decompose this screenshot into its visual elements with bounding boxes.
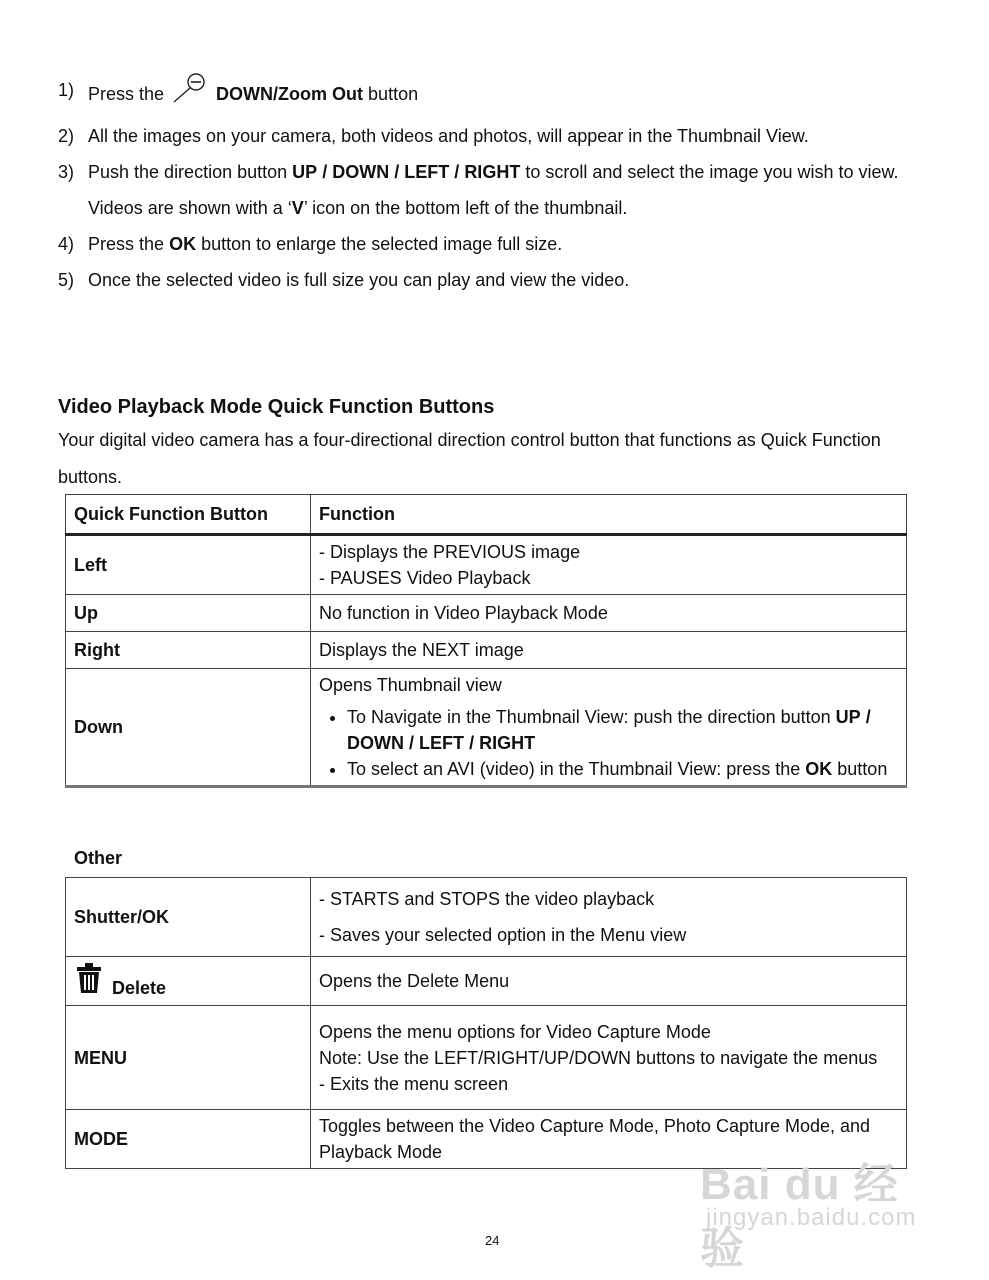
intro-paragraph: Your digital video camera has a four-directional direction control button that functions as Quick Function buttons. xyxy=(58,430,881,487)
table-row xyxy=(66,632,907,669)
step-number: 5) xyxy=(58,270,75,290)
button-name: Delete xyxy=(66,957,311,1006)
step-number: 2) xyxy=(58,126,75,146)
table-row xyxy=(66,878,907,957)
button-name: MODE xyxy=(66,1110,311,1169)
function-description: Displays the NEXT image xyxy=(311,632,907,669)
section-title: Video Playback Mode Quick Function Buttons xyxy=(58,396,495,418)
button-name: Down xyxy=(66,669,311,787)
other-label: Other xyxy=(74,848,123,868)
button-name: Up xyxy=(66,595,311,632)
function-description: - STARTS and STOPS the video playback - Saves your selected option in the Menu view xyxy=(311,878,907,957)
watermark-logo-text: Bai du 经验 xyxy=(700,1160,899,1273)
step-2: 2) All the images on your camera, both videos and photos, will appear in the Thumbnail View. xyxy=(58,118,928,154)
other-buttons-table xyxy=(65,877,907,1169)
step-3-note: Videos are shown with a ‘V’ icon on the bottom left of the thumbnail. xyxy=(88,198,628,218)
table-row xyxy=(66,595,907,632)
step-number: 3) xyxy=(58,162,75,182)
quick-function-table xyxy=(65,494,907,788)
function-description: Opens the Delete Menu xyxy=(311,957,907,1006)
column-header: Quick Function Button xyxy=(66,495,311,535)
button-name: Left xyxy=(66,535,311,595)
zoom-out-icon xyxy=(170,72,208,118)
table-header-row xyxy=(66,495,907,535)
baidu-watermark xyxy=(700,1130,940,1273)
table-row xyxy=(66,669,907,787)
step-4: 4) Press the OK button to enlarge the selected image full size. xyxy=(58,226,928,262)
button-name: Shutter/OK xyxy=(66,878,311,957)
list-item: • To Navigate in the Thumbnail View: push the direction button UP / DOWN / LEFT / RIGHT xyxy=(347,704,898,756)
table-row xyxy=(66,957,907,1006)
page-number: 24 xyxy=(485,1233,500,1248)
step-5: 5) Once the selected video is full size you can play and view the video. xyxy=(58,262,928,298)
button-name: Right xyxy=(66,632,311,669)
step-number: 1) xyxy=(58,80,75,100)
function-description: Toggles between the Video Capture Mode, Photo Capture Mode, and Playback Mode xyxy=(311,1110,907,1169)
watermark-url: jingyan.baidu.com xyxy=(706,1204,917,1231)
function-description: - Displays the PREVIOUS image - PAUSES Video Playback xyxy=(311,535,907,595)
column-header: Function xyxy=(311,495,907,535)
table-row xyxy=(66,1006,907,1110)
trash-icon xyxy=(74,962,104,1001)
function-description: No function in Video Playback Mode xyxy=(311,595,907,632)
step-1: 1) Press the DOWN/Zoom Out button xyxy=(58,72,928,118)
button-name: MENU xyxy=(66,1006,311,1110)
step-3: 3) Push the direction button UP / DOWN / LEFT / RIGHT to scroll and select the image you wish to view. xyxy=(58,154,928,190)
function-description: Opens the menu options for Video Capture Mode Note: Use the LEFT/RIGHT/UP/DOWN buttons to navigate the menus - Exits the menu screen xyxy=(311,1006,907,1110)
bullet-list xyxy=(319,704,898,782)
steps-list xyxy=(58,72,928,298)
step-number: 4) xyxy=(58,234,75,254)
function-description: Opens Thumbnail view • To Navigate in the Thumbnail View: push the direction button UP / DOWN / LEFT / RIGHT • To select an AVI (video) in the Thumbnail View: press the OK button xyxy=(311,669,907,787)
list-item: • To select an AVI (video) in the Thumbnail View: press the OK button xyxy=(347,756,898,782)
table-row xyxy=(66,535,907,595)
